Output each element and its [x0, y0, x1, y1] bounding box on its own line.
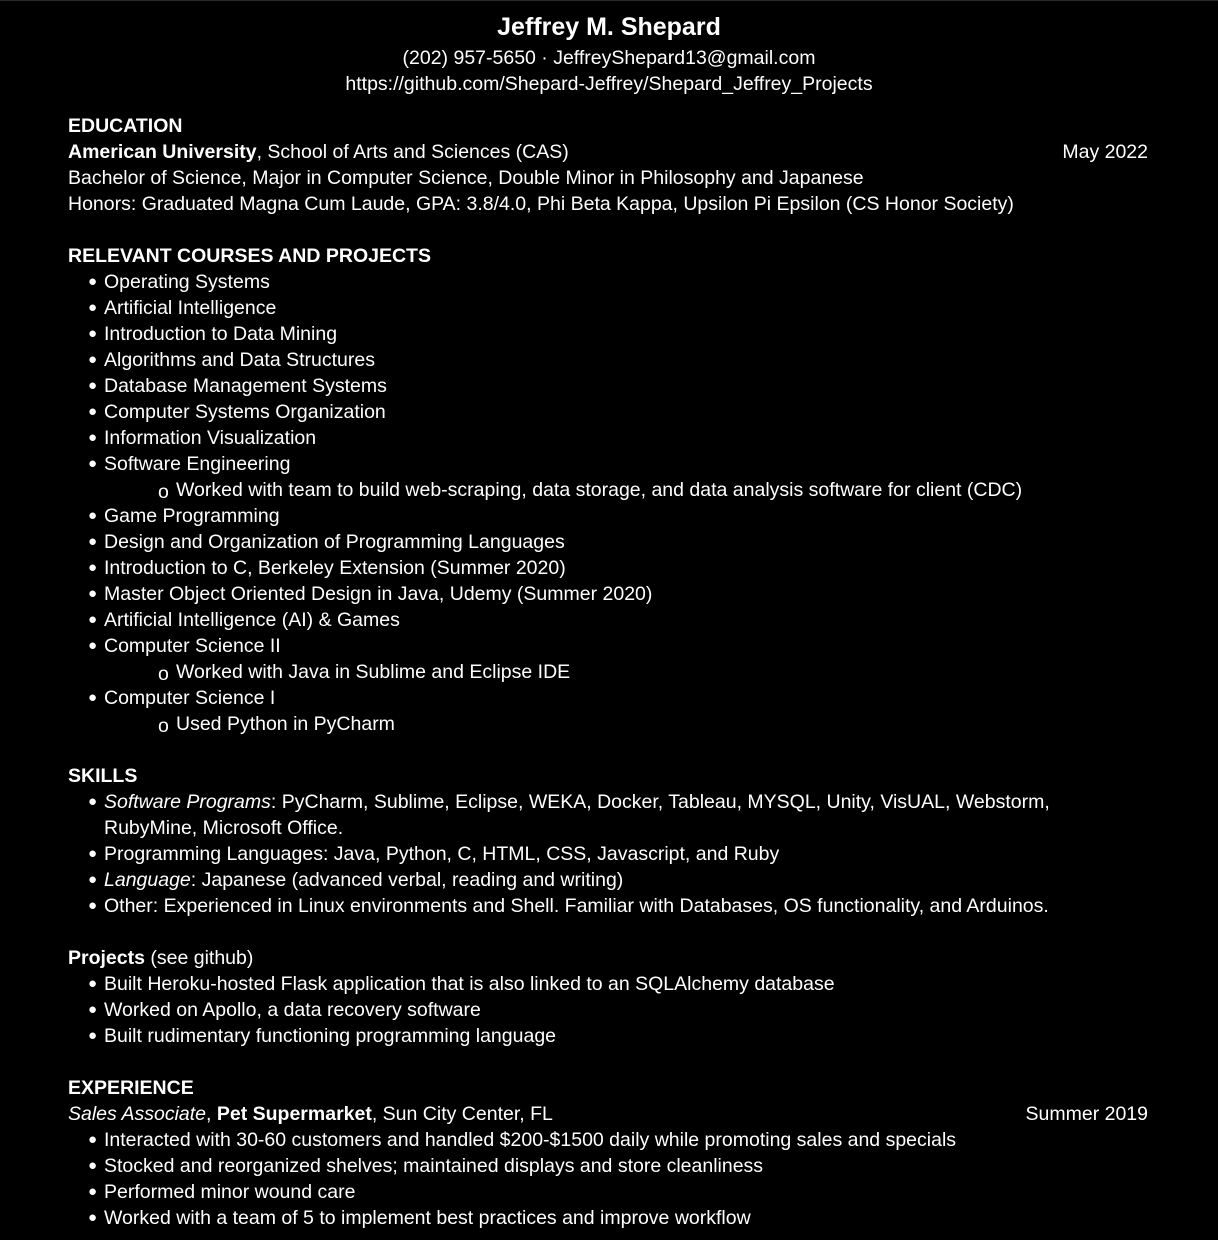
- sub-list-item: o Worked with team to build web-scraping, data storage, and data analysis software for client (CDC): [158, 479, 1023, 503]
- job-title: Sales Associate: [68, 1103, 207, 1125]
- resume-body: [68, 113, 1148, 1231]
- bullet-icon: ●: [88, 429, 98, 446]
- skills-heading: SKILLS: [68, 765, 138, 787]
- education-school-row: [68, 139, 1148, 165]
- job-location: , Sun City Center, FL: [371, 1103, 553, 1125]
- bullet-icon: ●: [88, 585, 98, 602]
- bullet-icon: ●: [88, 1209, 98, 1226]
- circle-bullet-icon: o: [158, 481, 169, 503]
- bullet-icon: ●: [88, 377, 98, 394]
- bullet-icon: ●: [88, 351, 98, 368]
- list-item: ● Other: Experienced in Linux environments and Shell. Familiar with Databases, OS functionality, and Arduinos.: [88, 895, 1049, 917]
- bullet-icon: ●: [88, 403, 98, 420]
- education-heading: EDUCATION: [68, 115, 183, 137]
- experience-heading: EXPERIENCE: [68, 1077, 194, 1099]
- list-item: ● Stocked and reorganized shelves; maintained displays and store cleanliness: [88, 1155, 764, 1177]
- list-item: ● Computer Systems Organization: [88, 401, 386, 423]
- bullet-icon: ●: [88, 1183, 98, 1200]
- projects-list: [68, 971, 1148, 1049]
- list-item: ● Language: Japanese (advanced verbal, reading and writing): [88, 869, 624, 891]
- degree-line: Bachelor of Science, Major in Computer Science, Double Minor in Philosophy and Japanese: [68, 167, 864, 189]
- bullet-icon: ●: [88, 975, 98, 992]
- list-item: ● Computer Science I: [88, 687, 276, 709]
- experience-role-row: Sales Associate, Pet Supermarket, Sun City Center, FL Summer 2019: [68, 1103, 1148, 1125]
- school-name: American University: [68, 141, 257, 163]
- bullet-icon: ●: [88, 1157, 98, 1174]
- bullet-icon: ●: [88, 533, 98, 550]
- list-item: ● Programming Languages: Java, Python, C, HTML, CSS, Javascript, and Ruby: [88, 843, 780, 865]
- bullet-icon: ●: [88, 897, 98, 914]
- list-item: ● Performed minor wound care: [88, 1181, 356, 1203]
- school-detail: , School of Arts and Sciences (CAS): [256, 141, 569, 163]
- bullet-icon: ●: [88, 299, 98, 316]
- circle-bullet-icon: o: [158, 663, 169, 685]
- bullet-icon: ●: [88, 507, 98, 524]
- circle-bullet-icon: o: [158, 715, 169, 737]
- list-item: ● Introduction to Data Mining: [88, 323, 338, 345]
- experience-list: [68, 1127, 1148, 1231]
- bullet-icon: ●: [88, 1001, 98, 1018]
- list-item: ● Built rudimentary functioning programming language: [88, 1025, 557, 1047]
- sub-list-item: o Used Python in PyCharm: [158, 713, 395, 737]
- skill-label: Software Programs: [104, 791, 271, 813]
- list-item: ● Database Management Systems: [88, 375, 387, 397]
- projects-heading: Projects (see github): [68, 947, 254, 969]
- list-item: ● Software Engineering: [88, 453, 291, 475]
- experience-date: Summer 2019: [1025, 1103, 1148, 1125]
- bullet-icon: ●: [88, 1027, 98, 1044]
- list-item: ● Worked on Apollo, a data recovery software: [88, 999, 481, 1021]
- list-item: ● Introduction to C, Berkeley Extension (Summer 2020): [88, 557, 566, 579]
- bullet-icon: ●: [88, 273, 98, 290]
- bullet-icon: ●: [88, 793, 98, 810]
- list-item: ● Software Programs: PyCharm, Sublime, Eclipse, WEKA, Docker, Tableau, MYSQL, Unity, VisUAL, Webstorm, RubyMine, Microsoft Office.: [88, 791, 1050, 839]
- list-item: ● Interacted with 30-60 customers and handled $200-$1500 daily while promoting sales and specials: [88, 1129, 957, 1151]
- courses-heading: RELEVANT COURSES AND PROJECTS: [68, 245, 431, 267]
- bullet-icon: ●: [88, 689, 98, 706]
- bullet-icon: ●: [88, 871, 98, 888]
- candidate-name: Jeffrey M. Shepard: [497, 13, 721, 41]
- resume-header: [0, 9, 1218, 97]
- bullet-icon: ●: [88, 1131, 98, 1148]
- list-item: ● Artificial Intelligence (AI) & Games: [88, 609, 400, 631]
- honors-line: Honors: Graduated Magna Cum Laude, GPA: 3.8/4.0, Phi Beta Kappa, Upsilon Pi Epsilon (CS Honor Society): [68, 193, 1014, 215]
- contact-line: (202) 957-5650 · JeffreyShepard13@gmail.com: [402, 47, 816, 69]
- list-item: ● Algorithms and Data Structures: [88, 349, 375, 371]
- bullet-icon: ●: [88, 455, 98, 472]
- education-date: May 2022: [1062, 141, 1148, 163]
- list-item: ● Operating Systems: [88, 271, 270, 293]
- bullet-icon: ●: [88, 637, 98, 654]
- list-item: ● Computer Science II: [88, 635, 281, 657]
- list-item: ● Information Visualization: [88, 427, 317, 449]
- list-item: ● Master Object Oriented Design in Java, Udemy (Summer 2020): [88, 583, 653, 605]
- list-item: ● Worked with a team of 5 to implement best practices and improve workflow: [88, 1207, 751, 1229]
- bullet-icon: ●: [88, 611, 98, 628]
- courses-list: [68, 269, 1148, 737]
- bullet-icon: ●: [88, 845, 98, 862]
- list-item: ● Design and Organization of Programming Languages: [88, 531, 565, 553]
- skills-list: [68, 789, 1148, 919]
- skill-label: Language: [104, 869, 191, 891]
- list-item: ● Game Programming: [88, 505, 280, 527]
- sub-list-item: o Worked with Java in Sublime and Eclipse IDE: [158, 661, 571, 685]
- bullet-icon: ●: [88, 325, 98, 342]
- list-item: ● Built Heroku-hosted Flask application that is also linked to an SQLAlchemy database: [88, 973, 835, 995]
- list-item: ● Artificial Intelligence: [88, 297, 277, 319]
- bullet-icon: ●: [88, 559, 98, 576]
- github-link[interactable]: https://github.com/Shepard-Jeffrey/Shepard_Jeffrey_Projects: [345, 73, 873, 95]
- employer-name: Pet Supermarket: [216, 1103, 372, 1125]
